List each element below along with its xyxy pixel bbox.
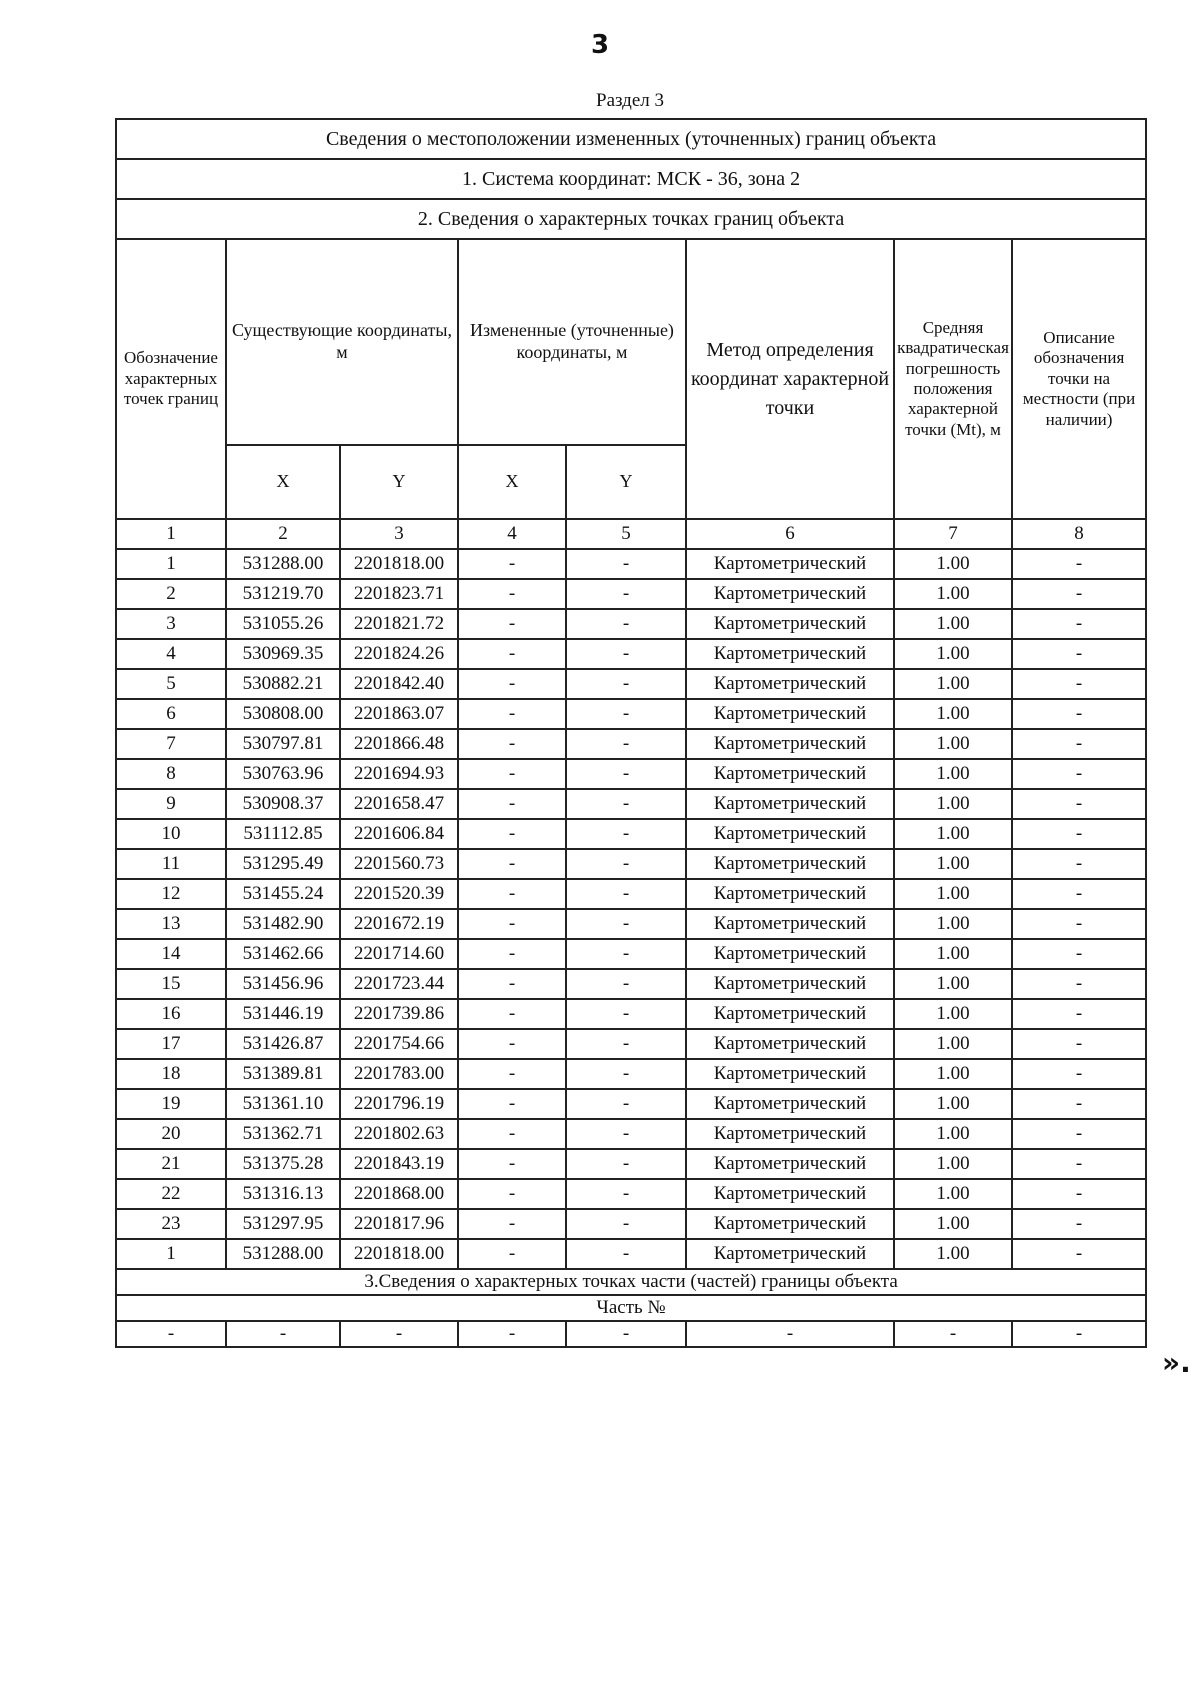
table-cell: 2201823.71 xyxy=(340,579,458,609)
header-existing-coords: Существующие координаты, м xyxy=(226,239,458,445)
table-cell: Картометрический xyxy=(686,639,894,669)
table-cell: 1.00 xyxy=(894,579,1012,609)
table-cell: 1.00 xyxy=(894,1119,1012,1149)
table-cell: 12 xyxy=(116,879,226,909)
table-cell: 1.00 xyxy=(894,1239,1012,1269)
boundary-points-table xyxy=(115,118,1147,1348)
table-cell: 23 xyxy=(116,1209,226,1239)
table-cell: - xyxy=(1012,639,1146,669)
table-cell: 531295.49 xyxy=(226,849,340,879)
table-cell: - xyxy=(1012,789,1146,819)
table-title: Сведения о местоположении измененных (уточненных) границ объекта xyxy=(116,119,1146,159)
table-cell: - xyxy=(566,1209,686,1239)
table-cell: - xyxy=(566,549,686,579)
table-cell: - xyxy=(1012,1149,1146,1179)
table-cell: 531482.90 xyxy=(226,909,340,939)
table-row xyxy=(116,1059,1146,1089)
table-cell: - xyxy=(566,729,686,759)
table-cell: 1.00 xyxy=(894,1029,1012,1059)
table-cell: - xyxy=(566,909,686,939)
table-cell: - xyxy=(566,579,686,609)
table-cell: - xyxy=(566,849,686,879)
table-cell: - xyxy=(226,1321,340,1347)
closing-quote-mark: ». xyxy=(1162,1346,1191,1379)
table-cell: - xyxy=(1012,1059,1146,1089)
table-cell: 1.00 xyxy=(894,1209,1012,1239)
table-cell: - xyxy=(458,579,566,609)
header-description: Описание обозначения точки на местности (при наличии) xyxy=(1012,239,1146,519)
table-cell: 2201821.72 xyxy=(340,609,458,639)
table-cell: Картометрический xyxy=(686,1149,894,1179)
table-cell: - xyxy=(566,939,686,969)
part-number-label: Часть № xyxy=(116,1295,1146,1321)
table-cell: 2201672.19 xyxy=(340,909,458,939)
table-cell: Картометрический xyxy=(686,909,894,939)
table-cell: - xyxy=(566,759,686,789)
table-cell: - xyxy=(1012,1209,1146,1239)
table-row xyxy=(116,609,1146,639)
table-cell: - xyxy=(566,1029,686,1059)
column-number: 2 xyxy=(226,519,340,549)
table-cell: Картометрический xyxy=(686,1119,894,1149)
table-cell: 1.00 xyxy=(894,1179,1012,1209)
table-cell: 1.00 xyxy=(894,939,1012,969)
table-cell: 1.00 xyxy=(894,549,1012,579)
table-cell: - xyxy=(458,1239,566,1269)
table-cell: 531361.10 xyxy=(226,1089,340,1119)
table-cell: - xyxy=(1012,579,1146,609)
table-row xyxy=(116,909,1146,939)
table-row xyxy=(116,789,1146,819)
table-cell: 1 xyxy=(116,1239,226,1269)
table-cell: 531316.13 xyxy=(226,1179,340,1209)
table-cell: 5 xyxy=(116,669,226,699)
table-cell: - xyxy=(566,969,686,999)
table-cell: 2201658.47 xyxy=(340,789,458,819)
table-cell: 1.00 xyxy=(894,759,1012,789)
table-cell: 531362.71 xyxy=(226,1119,340,1149)
table-cell: - xyxy=(1012,609,1146,639)
table-cell: - xyxy=(1012,759,1146,789)
table-cell: - xyxy=(458,1089,566,1119)
table-cell: Картометрический xyxy=(686,609,894,639)
table-cell: 531426.87 xyxy=(226,1029,340,1059)
table-cell: - xyxy=(566,1149,686,1179)
table-cell: Картометрический xyxy=(686,819,894,849)
table-cell: - xyxy=(894,1321,1012,1347)
table-cell: Картометрический xyxy=(686,999,894,1029)
table-cell: - xyxy=(1012,1029,1146,1059)
table-cell: - xyxy=(566,819,686,849)
table-cell: Картометрический xyxy=(686,699,894,729)
table-cell: - xyxy=(566,669,686,699)
table-row xyxy=(116,579,1146,609)
table-cell: 531456.96 xyxy=(226,969,340,999)
table-cell: 531455.24 xyxy=(226,879,340,909)
table-cell: - xyxy=(566,1239,686,1269)
table-cell: Картометрический xyxy=(686,1179,894,1209)
table-cell: 2201818.00 xyxy=(340,549,458,579)
table-cell: 11 xyxy=(116,849,226,879)
table-cell: - xyxy=(566,1089,686,1119)
table-cell: - xyxy=(566,1179,686,1209)
table-row xyxy=(116,549,1146,579)
table-cell: 18 xyxy=(116,1059,226,1089)
table-cell: 531375.28 xyxy=(226,1149,340,1179)
table-cell: Картометрический xyxy=(686,879,894,909)
table-cell: 2201818.00 xyxy=(340,1239,458,1269)
table-cell: 2201817.96 xyxy=(340,1209,458,1239)
table-cell: - xyxy=(458,1119,566,1149)
table-cell: - xyxy=(458,1149,566,1179)
table-cell: - xyxy=(458,699,566,729)
table-cell: Картометрический xyxy=(686,549,894,579)
table-cell: - xyxy=(458,819,566,849)
table-cell: - xyxy=(458,729,566,759)
header-method: Метод определения координат характерной точки xyxy=(686,239,894,519)
table-cell: Картометрический xyxy=(686,789,894,819)
table-cell: - xyxy=(1012,1089,1146,1119)
table-cell: 6 xyxy=(116,699,226,729)
table-cell: 2201843.19 xyxy=(340,1149,458,1179)
table-cell: 9 xyxy=(116,789,226,819)
table-cell: 17 xyxy=(116,1029,226,1059)
page-number: 3 xyxy=(590,30,610,60)
table-row xyxy=(116,639,1146,669)
table-cell: - xyxy=(1012,999,1146,1029)
table-cell: - xyxy=(458,1209,566,1239)
table-cell: Картометрический xyxy=(686,1029,894,1059)
table-cell: 2201739.86 xyxy=(340,999,458,1029)
table-cell: - xyxy=(458,999,566,1029)
table-cell: 531219.70 xyxy=(226,579,340,609)
table-cell: 1.00 xyxy=(894,819,1012,849)
table-cell: 1.00 xyxy=(894,999,1012,1029)
table-cell: Картометрический xyxy=(686,1239,894,1269)
table-cell: 531446.19 xyxy=(226,999,340,1029)
header-existing-x: X xyxy=(226,445,340,519)
table-cell: - xyxy=(566,1059,686,1089)
table-cell: 14 xyxy=(116,939,226,969)
table-cell: 3 xyxy=(116,609,226,639)
header-changed-y: Y xyxy=(566,445,686,519)
table-cell: 2201783.00 xyxy=(340,1059,458,1089)
table-cell: - xyxy=(340,1321,458,1347)
table-cell: - xyxy=(1012,969,1146,999)
table-cell: 16 xyxy=(116,999,226,1029)
table-cell: 2201868.00 xyxy=(340,1179,458,1209)
table-cell: 1.00 xyxy=(894,969,1012,999)
table-cell: - xyxy=(458,849,566,879)
table-cell: 2201560.73 xyxy=(340,849,458,879)
table-cell: 2201714.60 xyxy=(340,939,458,969)
table-cell: - xyxy=(1012,1321,1146,1347)
table-cell: 1.00 xyxy=(894,669,1012,699)
table-row xyxy=(116,1029,1146,1059)
table-cell: 2201520.39 xyxy=(340,879,458,909)
table-cell: 1.00 xyxy=(894,879,1012,909)
table-cell: 531297.95 xyxy=(226,1209,340,1239)
table-cell: 2201694.93 xyxy=(340,759,458,789)
table-cell: - xyxy=(116,1321,226,1347)
table-cell: - xyxy=(458,909,566,939)
table-cell: 2201796.19 xyxy=(340,1089,458,1119)
table-cell: 1.00 xyxy=(894,609,1012,639)
table-row xyxy=(116,729,1146,759)
table-row xyxy=(116,1149,1146,1179)
table-cell: Картометрический xyxy=(686,849,894,879)
table-cell: - xyxy=(458,879,566,909)
table-cell: 531462.66 xyxy=(226,939,340,969)
table-cell: 531288.00 xyxy=(226,1239,340,1269)
table-row xyxy=(116,759,1146,789)
parts-section-header: 3.Сведения о характерных точках части (частей) границы объекта xyxy=(116,1269,1146,1295)
table-cell: - xyxy=(566,609,686,639)
table-row xyxy=(116,699,1146,729)
table-cell: - xyxy=(1012,1119,1146,1149)
table-cell: 531389.81 xyxy=(226,1059,340,1089)
header-changed-coords: Измененные (уточненные) координаты, м xyxy=(458,239,686,445)
part-data-row xyxy=(116,1321,1146,1347)
table-cell: - xyxy=(1012,549,1146,579)
table-cell: 19 xyxy=(116,1089,226,1119)
table-cell: 1.00 xyxy=(894,909,1012,939)
table-cell: 2201723.44 xyxy=(340,969,458,999)
table-cell: - xyxy=(458,669,566,699)
table-cell: 15 xyxy=(116,969,226,999)
table-cell: 1.00 xyxy=(894,789,1012,819)
table-row xyxy=(116,1239,1146,1269)
table-cell: 1.00 xyxy=(894,1089,1012,1119)
table-cell: 1.00 xyxy=(894,699,1012,729)
table-cell: 2201824.26 xyxy=(340,639,458,669)
table-cell: - xyxy=(1012,939,1146,969)
table-cell: - xyxy=(458,759,566,789)
table-cell: - xyxy=(458,549,566,579)
table-row xyxy=(116,879,1146,909)
table-cell: 531055.26 xyxy=(226,609,340,639)
table-row xyxy=(116,1209,1146,1239)
column-number: 5 xyxy=(566,519,686,549)
column-numbers-row xyxy=(116,519,1146,549)
table-cell: 13 xyxy=(116,909,226,939)
table-cell: - xyxy=(458,969,566,999)
table-cell: 21 xyxy=(116,1149,226,1179)
table-cell: - xyxy=(1012,1179,1146,1209)
table-cell: - xyxy=(566,879,686,909)
header-changed-x: X xyxy=(458,445,566,519)
table-cell: 530908.37 xyxy=(226,789,340,819)
table-cell: 7 xyxy=(116,729,226,759)
table-cell: 2201606.84 xyxy=(340,819,458,849)
column-number: 6 xyxy=(686,519,894,549)
table-cell: - xyxy=(458,1059,566,1089)
table-cell: - xyxy=(458,939,566,969)
table-row xyxy=(116,1119,1146,1149)
table-cell: - xyxy=(686,1321,894,1347)
table-row xyxy=(116,849,1146,879)
table-row xyxy=(116,999,1146,1029)
table-cell: 2201842.40 xyxy=(340,669,458,699)
column-number: 4 xyxy=(458,519,566,549)
header-existing-y: Y xyxy=(340,445,458,519)
table-cell: 530763.96 xyxy=(226,759,340,789)
table-cell: - xyxy=(458,1029,566,1059)
column-number: 1 xyxy=(116,519,226,549)
column-number: 3 xyxy=(340,519,458,549)
table-cell: 22 xyxy=(116,1179,226,1209)
table-cell: 1.00 xyxy=(894,1149,1012,1179)
table-cell: 531112.85 xyxy=(226,819,340,849)
table-cell: - xyxy=(458,789,566,819)
table-cell: - xyxy=(458,1179,566,1209)
header-designation: Обозначение характерных точек границ xyxy=(116,239,226,519)
table-row xyxy=(116,1179,1146,1209)
table-row xyxy=(116,1089,1146,1119)
table-cell: Картометрический xyxy=(686,1059,894,1089)
table-cell: 530797.81 xyxy=(226,729,340,759)
table-cell: 1.00 xyxy=(894,729,1012,759)
table-cell: 2201866.48 xyxy=(340,729,458,759)
table-cell: - xyxy=(1012,879,1146,909)
points-section-header: 2. Сведения о характерных точках границ объекта xyxy=(116,199,1146,239)
table-cell: Картометрический xyxy=(686,1089,894,1119)
table-cell: - xyxy=(1012,699,1146,729)
table-cell: 530808.00 xyxy=(226,699,340,729)
table-cell: - xyxy=(458,1321,566,1347)
table-cell: - xyxy=(566,1119,686,1149)
table-row xyxy=(116,669,1146,699)
table-cell: 10 xyxy=(116,819,226,849)
table-cell: 2201754.66 xyxy=(340,1029,458,1059)
table-cell: - xyxy=(1012,819,1146,849)
table-cell: Картометрический xyxy=(686,1209,894,1239)
table-cell: 8 xyxy=(116,759,226,789)
table-cell: Картометрический xyxy=(686,579,894,609)
table-row xyxy=(116,969,1146,999)
table-cell: - xyxy=(1012,849,1146,879)
table-cell: - xyxy=(1012,909,1146,939)
table-cell: 531288.00 xyxy=(226,549,340,579)
table-cell: 1.00 xyxy=(894,1059,1012,1089)
table-cell: 1.00 xyxy=(894,639,1012,669)
table-cell: - xyxy=(566,789,686,819)
header-error: Средняя квадратическая погрешность положения характерной точки (Mt), м xyxy=(894,239,1012,519)
table-cell: - xyxy=(458,609,566,639)
table-row xyxy=(116,939,1146,969)
table-cell: Картометрический xyxy=(686,969,894,999)
table-cell: 20 xyxy=(116,1119,226,1149)
section-label: Раздел 3 xyxy=(596,90,664,111)
table-cell: - xyxy=(1012,729,1146,759)
column-number: 7 xyxy=(894,519,1012,549)
table-cell: - xyxy=(566,639,686,669)
table-cell: - xyxy=(1012,1239,1146,1269)
table-cell: Картометрический xyxy=(686,729,894,759)
table-cell: - xyxy=(566,999,686,1029)
table-cell: 530882.21 xyxy=(226,669,340,699)
column-number: 8 xyxy=(1012,519,1146,549)
table-cell: - xyxy=(566,1321,686,1347)
table-cell: 4 xyxy=(116,639,226,669)
table-cell: - xyxy=(566,699,686,729)
table-cell: 2201863.07 xyxy=(340,699,458,729)
table-cell: 2201802.63 xyxy=(340,1119,458,1149)
table-cell: Картометрический xyxy=(686,759,894,789)
table-cell: Картометрический xyxy=(686,939,894,969)
table-cell: 2 xyxy=(116,579,226,609)
table-cell: 530969.35 xyxy=(226,639,340,669)
table-cell: - xyxy=(1012,669,1146,699)
table-cell: Картометрический xyxy=(686,669,894,699)
table-cell: 1 xyxy=(116,549,226,579)
table-row xyxy=(116,819,1146,849)
table-cell: - xyxy=(458,639,566,669)
coordinate-system: 1. Система координат: МСК - 36, зона 2 xyxy=(116,159,1146,199)
table-cell: 1.00 xyxy=(894,849,1012,879)
